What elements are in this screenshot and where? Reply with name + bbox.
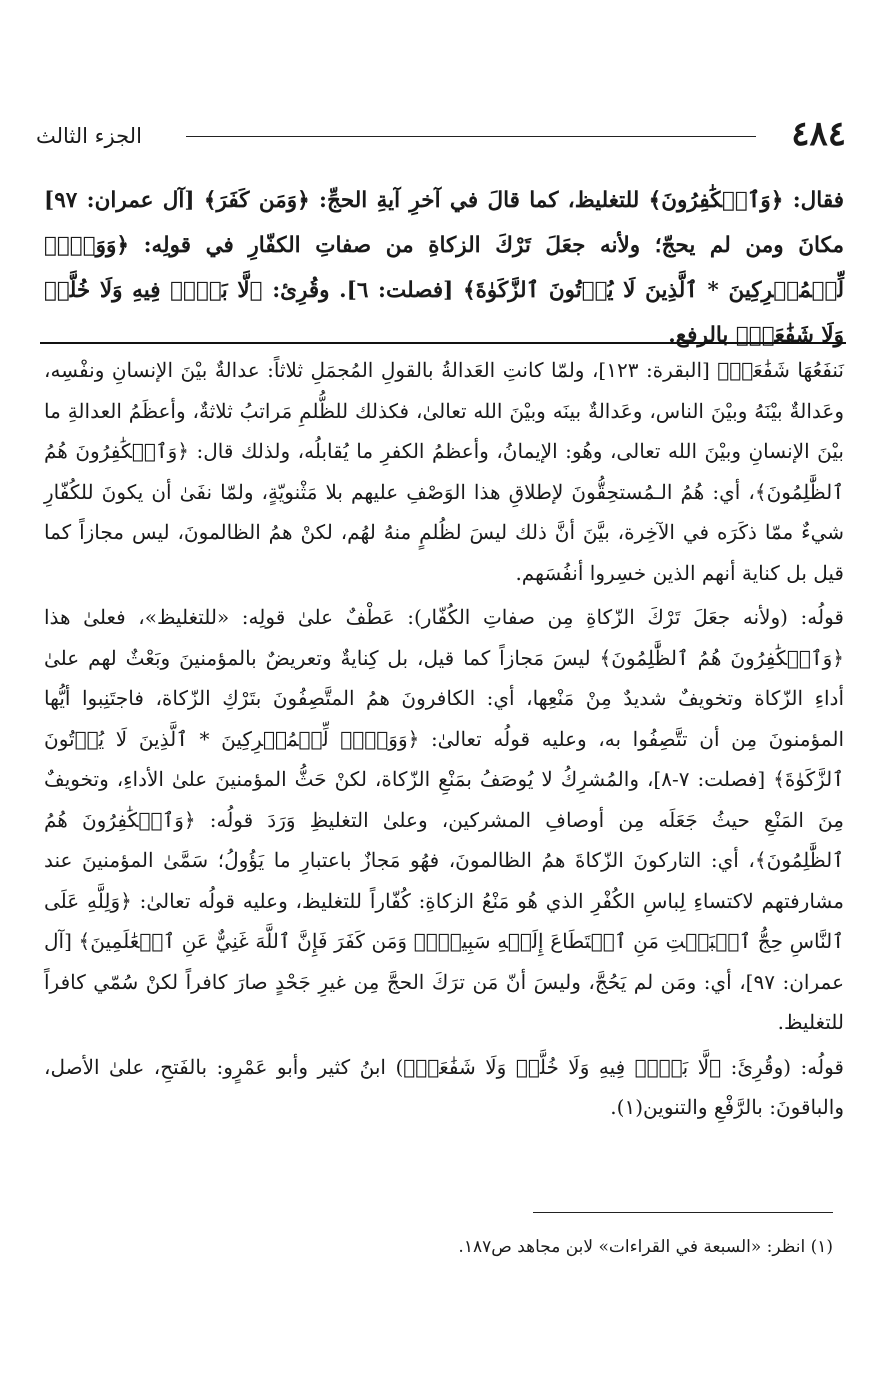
matn-sharh-divider (40, 342, 846, 344)
page-header (36, 112, 846, 160)
commentary-paragraph: نَنفَعُهَا شَفَٰعَةٞ﴾ [البقرة: ١٢٣]، ولمّا كانتِ العَدالةُ بالقولِ المُجمَلِ ثلاثاً: عدالةٌ بيْنَ الإنسانِ ونفْسِه، وعَدالةٌ بيْنَهُ وبيْنَ الناس، وعَدالةٌ بينَه وبيْنَ الله تعالىٰ، فكذلك للظُّلمِ مَراتبُ ثلاثةٌ، وأعظَمُ العدالةِ ما بيْنَ الإنسانِ وبيْنَ الله تعالى، وهُو: الإيمانُ، وأعظمُ الكفرِ ما يُقابلُه، ولذلك قال: ﴿وَٱلۡكَٰفِرُونَ هُمُ ٱلظَّٰلِمُونَ﴾، أي: هُمُ الـمُستحِقُّونَ لإطلاقِ هذا الوَصْفِ عليهم بلا مَثْنويّةٍ، ولمّا نفَىٰ أن يكونَ للكُفّارِ شيءٌ ممّا ذكَرَه في الآخِرة، بيَّنَ أنَّ ذلك ليسَ لظُلمٍ منهُ لهُم، لكنْ همُ الظالمونَ، ليس مجازاً كما قيل بل كناية أنهم الذين خسِروا أنفُسَهم. (44, 358, 845, 585)
page-number: ٤٨٤ (791, 114, 846, 154)
commentary (44, 350, 844, 1132)
matn-text: فقال: ﴿وَٱلۡكَٰفِرُونَ﴾ للتغليظ، كما قالَ في آخرِ آيةِ الحجِّ: ﴿وَمَن كَفَرَ﴾ [آل عمران: ٩٧] مكانَ ومن لم يحجّ؛ ولأنه جعَلَ تَرْكَ الزكاةِ من صفاتِ الكفّارِ في قولِه: ﴿وَوَيۡلٞ لِّلۡمُشۡرِكِينَ * ٱلَّذِينَ لَا يُؤۡتُونَ ٱلزَّكَوٰةَ﴾ [فصلت: ٦]. وقُرِئ: ﴿لَّا بَيۡعٞ فِيهِ وَلَا خُلَّةٞ وَلَا شَفَٰعَةٞ﴾ بالرفع. (44, 188, 844, 348)
commentary-paragraph: قولُه: (ولأنه جعَلَ تَرْكَ الزّكاةِ مِن صفاتِ الكُفّار): عَطْفٌ علىٰ قولِه: «للتغليظ»، فعلىٰ هذا ﴿وَٱلۡكَٰفِرُونَ هُمُ ٱلظَّٰلِمُونَ﴾ ليسَ مَجازاً كما قيل، بل كِنايةٌ وتعريضٌ بالمؤمنينَ وبَعْثٌ لهم علىٰ أداءِ الزّكاة وتخويفٌ شديدٌ مِنْ مَنْعِها، أي: الكافرونَ همُ المتَّصِفُونَ بتَرْكِ الزّكاة، فاجتَنِبوا أيُّها المؤمنونَ مِن أن تتَّصِفُوا به، وعليه قولُه تعالىٰ: ﴿وَوَيۡلٞ لِّلۡمُشۡرِكِينَ * ٱلَّذِينَ لَا يُؤۡتُونَ ٱلزَّكَوٰةَ﴾ [فصلت: ٧-٨]، والمُشرِكُ لا يُوصَفُ بمَنْعِ الزّكاة، لكنْ حَثُّ المؤمنينَ علىٰ الأداءِ، وتخويفٌ مِنَ المَنْعِ حيثُ جَعَلَه مِن أوصافِ المشركين، وعلىٰ التغليظِ وَرَدَ قولُه: ﴿وَٱلۡكَٰفِرُونَ هُمُ ٱلظَّٰلِمُونَ﴾، أي: التاركونَ الزّكاةَ همُ الظالمونَ، فهُو مَجازٌ باعتبارِ ما يَؤُولُ؛ سَمَّىٰ المؤمنينَ عند مشارفتهم لاكتساءِ لِباسِ الكُفْرِ الذي هُو مَنْعُ الزكاةِ: كُفّاراً للتغليظ، وعليه قولُه تعالىٰ: ﴿وَلِلَّهِ عَلَى ٱلنَّاسِ حِجُّ ٱلۡبَيۡتِ مَنِ ٱسۡتَطَاعَ إِلَيۡهِ سَبِيلٗاۚ وَمَن كَفَرَ فَإِنَّ ٱللَّهَ غَنِيٌّ عَنِ ٱلۡعَٰلَمِينَ﴾ [آل عمران: ٩٧]، أي: ومَن لم يَحُجَّ، وليسَ أنّ مَن ترَكَ الحجَّ مِن غيرِ جَحْدٍ صارَ كافراً لكنْ سُمّي كافراً للتغليظ. (44, 605, 845, 1034)
footnote-divider (533, 1212, 833, 1213)
header-divider (186, 136, 756, 137)
commentary-paragraph: قولُه: (وقُرِئَ: ﴿لَّا بَيۡعٞ فِيهِ وَلَا خُلَّةٞ وَلَا شَفَٰعَةٞ﴾) ابنُ كثير وأبو عَمْرٍو: بالفَتحِ، علىٰ الأصل، والباقونَ: بالرَّفْعِ والتنوين(١). (44, 1054, 844, 1119)
part-title: الجزء الثالث (36, 124, 142, 148)
footnote: (١) انظر: «السبعة في القراءات» لابن مجاهد ص١٨٧. (458, 1237, 833, 1257)
